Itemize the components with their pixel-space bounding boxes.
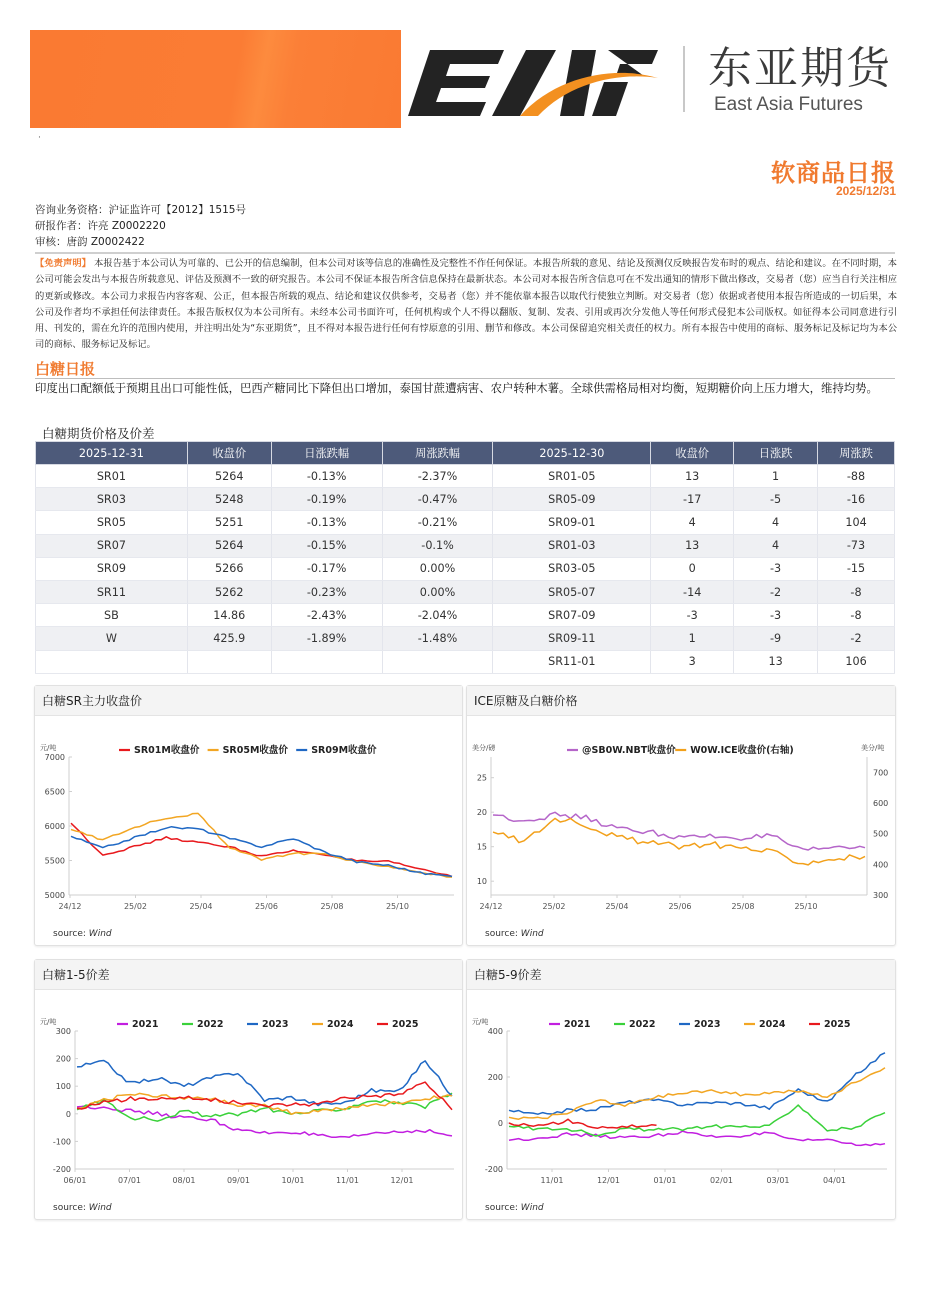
table-cell: SR05 [36, 511, 188, 534]
table-cell: -1.89% [271, 627, 382, 650]
table-cell: -2.43% [271, 604, 382, 627]
legend-item [119, 744, 200, 756]
table-cell: -88 [818, 465, 895, 488]
col-header: 收盘价 [187, 442, 271, 465]
x-tick-label: 03/01 [766, 1176, 790, 1185]
y-tick-label: -100 [52, 1137, 71, 1147]
table-cell: -0.17% [271, 557, 382, 580]
x-tick-label: 25/06 [254, 902, 279, 911]
y-tick-label: 400 [487, 1027, 503, 1036]
chart-source: source: Wind [53, 929, 112, 939]
disclaimer-tag: 【免责声明】 [35, 258, 92, 269]
table-cell: 5264 [187, 534, 271, 557]
col-header: 日涨跌 [734, 442, 818, 465]
author: 研报作者：许亮 Z0002220 [35, 220, 166, 232]
x-tick-label: 10/01 [281, 1176, 305, 1185]
col-header: 周涨跌 [818, 442, 895, 465]
chart-title: 白糖5-9价差 [467, 960, 895, 990]
series-line [71, 827, 452, 877]
table-cell: -0.13% [271, 511, 382, 534]
y-tick-label-right: 400 [873, 860, 889, 870]
x-tick-label: 25/10 [385, 902, 410, 911]
y-unit-label: 元/吨 [40, 1018, 57, 1026]
section-summary: 印度出口配额低于预期且出口可能性低，巴西产糖同比下降但出口增加，泰国甘蔗遭病害、农户转种木薯。全球供需格局相对均衡，短期糖价向上压力增大，维持均势。 [35, 381, 878, 395]
report-title: 软商品日报 [771, 159, 896, 187]
series-line [493, 812, 865, 850]
table-row [36, 557, 895, 580]
logo-divider [683, 46, 685, 112]
legend-item [296, 744, 377, 756]
x-tick-label: 25/06 [668, 902, 692, 911]
table-cell: SR03-05 [493, 557, 651, 580]
table-row [36, 511, 895, 534]
y-tick-label: 5500 [44, 856, 65, 866]
x-tick-label: 25/04 [605, 902, 629, 911]
x-tick-label: 25/04 [189, 902, 213, 911]
y-tick-label: 6000 [44, 822, 65, 831]
table-cell: -2 [818, 627, 895, 650]
legend-item [809, 1019, 850, 1030]
table-cell: -8 [818, 580, 895, 603]
series-line [509, 1068, 885, 1119]
y-tick-label: 100 [55, 1082, 71, 1092]
table-cell: SR01-03 [493, 534, 651, 557]
table-row [36, 604, 895, 627]
table-cell: SR05-09 [493, 488, 651, 511]
col-header: 2025-12-31 [36, 442, 188, 465]
table-cell [36, 650, 188, 673]
col-header: 2025-12-30 [493, 442, 651, 465]
report-date: 2025/12/31 [835, 184, 896, 198]
report-meta [35, 202, 246, 250]
x-tick-label: 25/02 [542, 902, 566, 911]
table-cell: SR11 [36, 580, 188, 603]
svg-text:SR05M收盘价: SR05M收盘价 [222, 745, 288, 756]
x-tick-label: 25/10 [794, 902, 818, 911]
y-tick-label: 0 [497, 1119, 503, 1128]
chart-card-ice-sugar [466, 685, 896, 946]
table-cell: 5264 [187, 465, 271, 488]
table-caption: 白糖期货价格及价差 [42, 426, 155, 441]
y-tick-label: -200 [52, 1165, 71, 1174]
svg-text:2022: 2022 [197, 1019, 224, 1030]
legend-item [549, 1019, 590, 1030]
y-tick-label: 15 [476, 842, 487, 852]
chart-source: source: Wind [485, 929, 544, 939]
table-cell: 4 [651, 511, 734, 534]
series-line [509, 1119, 657, 1128]
x-tick-label: 24/12 [479, 902, 503, 911]
disclaimer-text: 本报告基于本公司认为可靠的、已公开的信息编制，但本公司对该等信息的准确性及完整性不作任何保证。本报告所载的意见、结论及预测仅反映报告发布时的观点、结论和建议。在不同时期，本公司可能会发出与本报告所载意见、评估及预测不一致的研究报告。本公司不保证本报告所含信息保持在最新状态。本公司对本报告所含信息可在不发出通知的情形下做出修改，交易者（您）应当自行关注相应的更新或修改。本公司力求报告内容客观、公正，但本报告所载的观点、结论和建议仅供参考，交易者（您）并不能依靠本报告以取代行使独立判断。对交易者（您）依据或者使用本报告所造成的一切后果，本公司及作者均不承担任何法律责任。本报告版权仅为本公司所有。未经本公司书面许可，任何机构或个人不得以翻版、复制、发表、引用或再次分发他人等任何形式侵犯本公司版权。如征得本公司同意进行引用、刊发的，需在允许的范围内使用，并注明出处为“东亚期货”，且不得对本报告进行任何有悖原意的引用、删节和修改。本公司保留追究相关责任的权力。所有本报告中使用的商标、服务标记及标记均为本公司的商标、服务标记及标记。 [35, 258, 897, 351]
table-cell: -5 [734, 488, 818, 511]
line-chart [467, 991, 897, 1196]
table-cell: 5266 [187, 557, 271, 580]
col-header: 周涨跌幅 [382, 442, 493, 465]
series-line [77, 1082, 452, 1110]
svg-text:2023: 2023 [262, 1019, 289, 1030]
table-row [36, 488, 895, 511]
legend-item [182, 1019, 223, 1030]
table-cell: 13 [734, 650, 818, 673]
legend-item [117, 1019, 158, 1030]
series-line [493, 818, 865, 865]
table-cell: 0.00% [382, 557, 493, 580]
legend-item [567, 744, 676, 756]
table-cell: SR03 [36, 488, 188, 511]
svg-text:2024: 2024 [759, 1019, 786, 1030]
table-cell: 106 [818, 650, 895, 673]
chart-title: 白糖1-5价差 [35, 960, 462, 990]
y-unit-label: 元/吨 [40, 744, 57, 752]
table-cell [271, 650, 382, 673]
col-header: 收盘价 [651, 442, 734, 465]
table-cell: 0.00% [382, 580, 493, 603]
chart-card-spread-1-5 [34, 959, 463, 1220]
table-row [36, 465, 895, 488]
table-cell: 4 [734, 511, 818, 534]
table-cell: -73 [818, 534, 895, 557]
divider [35, 252, 895, 254]
reviewer: 审核：唐韵 Z0002422 [35, 236, 145, 248]
svg-text:2024: 2024 [327, 1019, 354, 1030]
table-cell: -0.19% [271, 488, 382, 511]
y-tick-label-right: 500 [873, 829, 889, 839]
legend-item [675, 744, 794, 756]
svg-text:2021: 2021 [564, 1019, 591, 1030]
disclaimer [35, 256, 897, 354]
table-cell: -17 [651, 488, 734, 511]
y-tick-label: 7000 [44, 753, 65, 762]
x-tick-label: 25/08 [320, 902, 344, 911]
legend-item [247, 1019, 288, 1030]
table-cell: 425.9 [187, 627, 271, 650]
table-cell: 5262 [187, 580, 271, 603]
table-cell: -15 [818, 557, 895, 580]
table-cell: SR07 [36, 534, 188, 557]
table-cell: -14 [651, 580, 734, 603]
table-cell: 14.86 [187, 604, 271, 627]
legend-item [614, 1019, 655, 1030]
table-cell: W [36, 627, 188, 650]
svg-text:2021: 2021 [132, 1019, 159, 1030]
y-tick-label: 0 [65, 1109, 71, 1119]
section-title: 白糖日报 [35, 360, 96, 378]
table-cell [187, 650, 271, 673]
table-cell: -9 [734, 627, 818, 650]
table-cell: 0 [651, 557, 734, 580]
table-cell: SB [36, 604, 188, 627]
chart-source: source: Wind [53, 1203, 112, 1213]
table-row [36, 650, 895, 673]
table-cell: -1.48% [382, 627, 493, 650]
table-cell: -0.1% [382, 534, 493, 557]
table-cell: -3 [734, 604, 818, 627]
table-cell [382, 650, 493, 673]
line-chart [35, 991, 464, 1196]
x-tick-label: 08/01 [172, 1176, 196, 1185]
x-tick-label: 07/01 [117, 1176, 142, 1185]
table-cell: -3 [734, 557, 818, 580]
svg-text:@SB0W.NBT收盘价: @SB0W.NBT收盘价 [582, 745, 676, 756]
svg-text:2023: 2023 [694, 1019, 721, 1030]
table-cell: -0.15% [271, 534, 382, 557]
table-cell: 1 [734, 465, 818, 488]
table-cell: SR05-07 [493, 580, 651, 603]
table-row [36, 580, 895, 603]
x-tick-label: 02/01 [709, 1176, 734, 1185]
x-tick-label: 25/08 [731, 902, 755, 911]
line-chart [467, 717, 897, 922]
y-tick-label: 25 [476, 773, 487, 783]
table-cell: -2.04% [382, 604, 493, 627]
x-tick-label: 11/01 [335, 1176, 360, 1185]
col-header: 日涨跌幅 [271, 442, 382, 465]
table-cell: -16 [818, 488, 895, 511]
table-cell: 5248 [187, 488, 271, 511]
legend-item [744, 1019, 786, 1030]
chart-card-sr-main [34, 685, 463, 946]
y-tick-label-right: 700 [873, 768, 889, 778]
y-tick-label: 20 [476, 808, 487, 818]
table-cell: SR01-05 [493, 465, 651, 488]
y-tick-label: 300 [55, 1027, 71, 1036]
legend-item [679, 1019, 720, 1030]
line-chart [35, 717, 464, 922]
series-line [509, 1131, 885, 1145]
table-row [36, 627, 895, 650]
table-cell: SR07-09 [493, 604, 651, 627]
table-cell: 3 [651, 650, 734, 673]
table-cell: SR01 [36, 465, 188, 488]
legend-item [377, 1019, 418, 1030]
svg-text:SR01M收盘价: SR01M收盘价 [134, 745, 200, 756]
chart-card-spread-5-9 [466, 959, 896, 1220]
header-banner [30, 30, 401, 128]
table-row [36, 534, 895, 557]
y-tick-label-right: 600 [873, 799, 889, 808]
table-cell: -0.21% [382, 511, 493, 534]
company-name-cn: 东亚期货 [708, 43, 892, 94]
table-cell: SR09-11 [493, 627, 651, 650]
table-cell: SR09-01 [493, 511, 651, 534]
table-cell: 13 [651, 534, 734, 557]
table-cell: 4 [734, 534, 818, 557]
svg-text:2022: 2022 [629, 1019, 656, 1030]
legend-item [208, 744, 289, 756]
table-cell: -0.23% [271, 580, 382, 603]
table-cell: 104 [818, 511, 895, 534]
table-header-row [36, 442, 895, 465]
svg-text:2025: 2025 [392, 1019, 419, 1030]
y-tick-label: 200 [487, 1073, 503, 1082]
series-line [509, 1053, 885, 1114]
y-tick-label: -200 [484, 1165, 503, 1174]
divider [35, 378, 895, 379]
table-cell: 13 [651, 465, 734, 488]
x-tick-label: 04/01 [822, 1176, 847, 1185]
table-cell: SR09 [36, 557, 188, 580]
series-line [77, 1106, 452, 1137]
table-cell: -3 [651, 604, 734, 627]
y-unit-label: 美分/磅 [472, 744, 496, 752]
y-unit-label-right: 美分/吨 [861, 744, 885, 752]
price-table [35, 441, 895, 674]
y-tick-label: 6500 [44, 787, 65, 797]
svg-text:SR09M收盘价: SR09M收盘价 [311, 745, 377, 756]
y-tick-label: 10 [476, 877, 487, 887]
table-cell: -0.13% [271, 465, 382, 488]
y-tick-label-right: 300 [873, 891, 889, 900]
table-cell: -0.47% [382, 488, 493, 511]
series-line [77, 1093, 452, 1121]
table-cell: -8 [818, 604, 895, 627]
chart-title: ICE原糖及白糖价格 [467, 686, 895, 716]
chart-title: 白糖SR主力收盘价 [35, 686, 462, 716]
legend-item [312, 1019, 354, 1030]
y-tick-label: 200 [55, 1054, 71, 1064]
x-tick-label: 11/01 [540, 1176, 564, 1185]
svg-text:W0W.ICE收盘价(右轴): W0W.ICE收盘价(右轴) [690, 745, 794, 756]
y-tick-label: 5000 [44, 891, 65, 900]
qualification: 咨询业务资格：沪证监许可【2012】1515号 [35, 204, 246, 216]
table-cell: SR11-01 [493, 650, 651, 673]
x-tick-label: 12/01 [596, 1176, 621, 1185]
decorative-dot: · [38, 133, 41, 143]
x-tick-label: 06/01 [63, 1176, 87, 1185]
y-unit-label: 元/吨 [472, 1018, 489, 1026]
chart-source: source: Wind [485, 1203, 544, 1213]
company-name-en: East Asia Futures [714, 94, 863, 115]
x-tick-label: 24/12 [58, 902, 82, 911]
svg-text:2025: 2025 [824, 1019, 851, 1030]
table-cell: 5251 [187, 511, 271, 534]
x-tick-label: 01/01 [653, 1176, 677, 1185]
x-tick-label: 12/01 [390, 1176, 414, 1185]
table-cell: 1 [651, 627, 734, 650]
x-tick-label: 25/02 [123, 902, 148, 911]
x-tick-label: 09/01 [226, 1176, 251, 1185]
table-cell: -2.37% [382, 465, 493, 488]
table-cell: -2 [734, 580, 818, 603]
